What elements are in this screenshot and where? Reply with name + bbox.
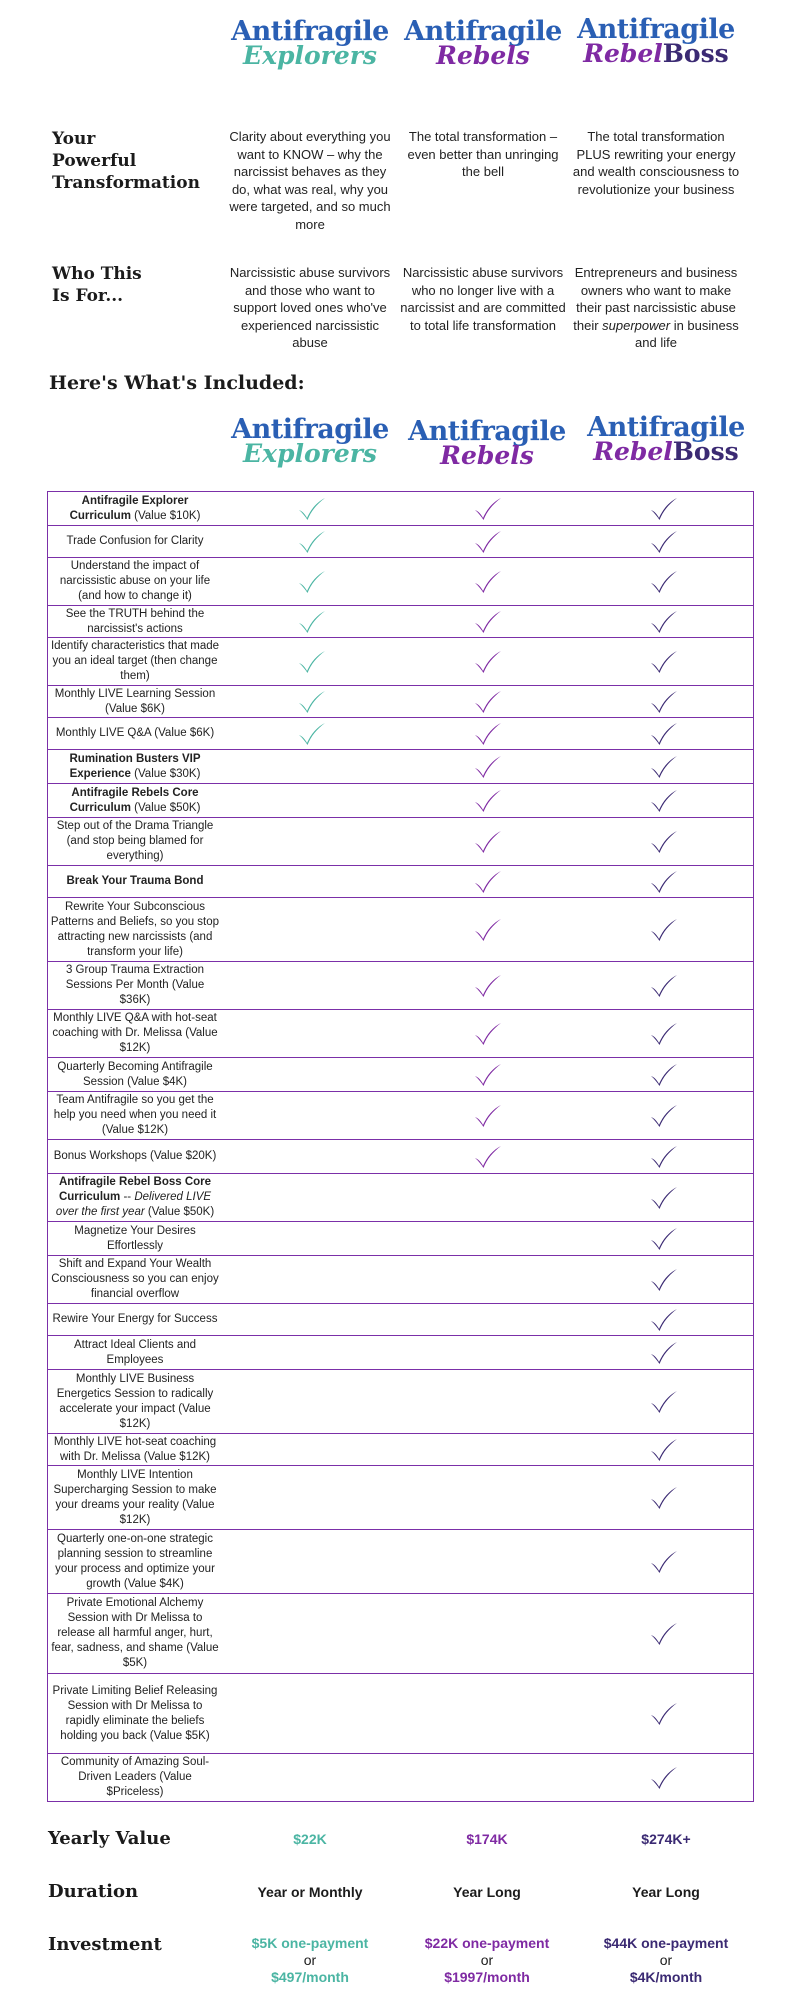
logo-sub: Explorers	[243, 439, 377, 468]
yearly-value-explorers: $22K	[293, 1831, 327, 1847]
feature-row	[47, 1465, 754, 1530]
feature-row	[47, 897, 754, 962]
checkmark-icon	[649, 610, 679, 634]
logo-explorers-top	[225, 18, 395, 68]
feature-row	[47, 1433, 754, 1466]
feature-row	[47, 1335, 754, 1370]
checkmark-icon	[649, 1268, 679, 1292]
checkmark-icon	[473, 570, 503, 594]
checkmark-icon	[649, 530, 679, 554]
feature-label: Rewrite Your Subconscious Patterns and Beliefs, so you stop attracting new narcissists (and transform your life)	[50, 900, 220, 958]
logo-brand: Antifragile	[408, 416, 566, 447]
feature-label: Monthly LIVE Learning Session (Value $6K)	[54, 687, 216, 715]
checkmark-icon	[473, 755, 503, 779]
label-line: Is For...	[52, 286, 124, 306]
checkmark-icon	[649, 830, 679, 854]
feature-row	[47, 1529, 754, 1594]
feature-label: Step out of the Drama Triangle (and stop being blamed for everything)	[56, 820, 214, 862]
feature-label: Rumination Busters VIP Experience (Value $30K)	[69, 752, 201, 780]
yearly-value-rebelboss: $274K+	[641, 1831, 691, 1847]
feature-label: Antifragile Rebels Core Curriculum (Value $50K)	[69, 786, 201, 814]
checkmark-icon	[473, 1022, 503, 1046]
feature-row	[47, 1593, 754, 1674]
investment-one-payment: $22K one-payment	[424, 1935, 550, 1951]
checkmark-icon	[297, 650, 327, 674]
checkmark-icon	[649, 974, 679, 998]
checkmark-icon	[473, 722, 503, 746]
logo-sub: Rebel	[593, 437, 673, 466]
checkmark-icon	[473, 610, 503, 634]
feature-label: Monthly LIVE Business Energetics Session to radically accelerate your impact (Value $12K)	[56, 1372, 214, 1430]
feature-label: Monthly LIVE Q&A (Value $6K)	[55, 727, 215, 739]
feature-row	[47, 865, 754, 898]
feature-label: Private Emotional Alchemy Session with Dr Melissa to release all harmful anger, hurt, fear, sadness, and shame (Value $5K)	[51, 1597, 219, 1669]
investment-rebels	[402, 1935, 572, 1986]
yearly-value-rebels: $174K	[466, 1831, 508, 1847]
checkmark-icon	[473, 870, 503, 894]
checkmark-icon	[649, 570, 679, 594]
transformation-label	[52, 128, 200, 194]
logo-explorers-table	[225, 416, 395, 466]
feature-label: Understand the impact of narcissistic abuse on your life (and how to change it)	[59, 560, 211, 602]
checkmark-icon	[649, 1145, 679, 1169]
feature-row	[47, 491, 754, 526]
logo-sub-boss: Boss	[662, 39, 729, 68]
label-line: Powerful	[52, 151, 137, 171]
logo-rebels-top	[398, 18, 568, 68]
duration-rebelboss: Year Long	[632, 1884, 700, 1900]
checkmark-icon	[473, 789, 503, 813]
feature-label: Private Limiting Belief Releasing Session with Dr Melissa to rapidly eliminate the beliefs holding you back (Value $5K)	[52, 1684, 218, 1742]
investment-one-payment: $5K one-payment	[251, 1935, 369, 1951]
duration-explorers: Year or Monthly	[257, 1884, 363, 1900]
feature-row	[47, 1369, 754, 1434]
feature-row	[47, 717, 754, 750]
logo-brand: Antifragile	[231, 414, 389, 445]
investment-one-payment: $44K one-payment	[603, 1935, 729, 1951]
checkmark-icon	[649, 755, 679, 779]
checkmark-icon	[649, 650, 679, 674]
checkmark-icon	[649, 1622, 679, 1646]
feature-row	[47, 1091, 754, 1140]
investment-monthly: $497/month	[271, 1969, 349, 1985]
investment-monthly: $4K/month	[629, 1969, 703, 1985]
checkmark-icon	[649, 1486, 679, 1510]
investment-explorers	[225, 1935, 395, 1986]
checkmark-icon	[297, 497, 327, 521]
feature-label: Antifragile Explorer Curriculum (Value $10K)	[69, 494, 201, 522]
feature-row	[47, 1255, 754, 1304]
transformation-rebelboss: The total transformation PLUS rewriting your energy and wealth consciousness to revolutionize your business	[572, 129, 740, 197]
checkmark-icon	[649, 1063, 679, 1087]
feature-row	[47, 1173, 754, 1222]
logo-brand: Antifragile	[404, 16, 562, 47]
feature-row	[47, 1009, 754, 1058]
feature-row	[47, 961, 754, 1010]
checkmark-icon	[297, 610, 327, 634]
feature-row	[47, 605, 754, 638]
feature-label: Monthly LIVE Q&A with hot-seat coaching with Dr. Melissa (Value $12K)	[52, 1012, 218, 1054]
checkmark-icon	[473, 690, 503, 714]
investment-rebelboss	[581, 1935, 751, 1986]
transformation-rebels: The total transformation – even better than unringing the bell	[407, 129, 559, 179]
feature-label: Magnetize Your Desires Effortlessly	[74, 1224, 196, 1252]
checkmark-icon	[649, 1104, 679, 1128]
logo-brand: Antifragile	[577, 14, 735, 45]
checkmark-icon	[649, 1702, 679, 1726]
feature-label: Quarterly Becoming Antifragile Session (Value $4K)	[57, 1060, 213, 1088]
feature-label: Break Your Trauma Bond	[66, 875, 204, 887]
feature-row	[47, 1753, 754, 1802]
feature-label: Identify characteristics that made you an ideal target (then change them)	[50, 640, 220, 682]
checkmark-icon	[297, 530, 327, 554]
checkmark-icon	[649, 1766, 679, 1790]
who-for-label	[52, 263, 142, 307]
checkmark-icon	[473, 1145, 503, 1169]
checkmark-icon	[473, 918, 503, 942]
checkmark-icon	[649, 690, 679, 714]
transformation-explorers: Clarity about everything you want to KNOW – why the narcissist behaves as they do, what was real, why you were targeted, and so much more	[229, 129, 391, 232]
checkmark-icon	[473, 974, 503, 998]
feature-label: Community of Amazing Soul-Driven Leaders (Value $Priceless)	[60, 1756, 210, 1798]
logo-sub: Rebel	[583, 39, 663, 68]
logo-sub: Rebels	[436, 41, 530, 70]
checkmark-icon	[649, 1022, 679, 1046]
feature-label: See the TRUTH behind the narcissist's actions	[65, 607, 205, 635]
checkmark-icon	[297, 570, 327, 594]
logo-brand: Antifragile	[587, 412, 745, 443]
logo-sub: Explorers	[243, 41, 377, 70]
investment-or: or	[480, 1952, 494, 1968]
label-line: Your	[52, 129, 96, 149]
checkmark-icon	[473, 650, 503, 674]
feature-row	[47, 637, 754, 686]
checkmark-icon	[649, 918, 679, 942]
checkmark-icon	[649, 1390, 679, 1414]
feature-row	[47, 1139, 754, 1174]
checkmark-icon	[473, 1063, 503, 1087]
checkmark-icon	[649, 870, 679, 894]
checkmark-icon	[649, 1308, 679, 1332]
feature-label: Rewire Your Energy for Success	[52, 1313, 218, 1325]
checkmark-icon	[473, 1104, 503, 1128]
feature-label: Quarterly one-on-one strategic planning session to streamline your process and optimize your growth (Value $4K)	[55, 1532, 215, 1590]
feature-row	[47, 817, 754, 866]
feature-row	[47, 525, 754, 558]
checkmark-icon	[473, 830, 503, 854]
checkmark-icon	[649, 722, 679, 746]
duration-rebels: Year Long	[453, 1884, 521, 1900]
logo-rebelboss-top	[571, 16, 741, 66]
feature-row	[47, 1673, 754, 1754]
feature-label: Bonus Workshops (Value $20K)	[53, 1150, 217, 1162]
feature-label: Monthly LIVE Intention Supercharging Session to make your dreams your reality (Value $12K)	[53, 1468, 217, 1526]
yearly-value-label: Yearly Value	[48, 1828, 171, 1849]
logo-sub: Rebels	[440, 441, 534, 470]
checkmark-icon	[297, 722, 327, 746]
investment-label: Investment	[48, 1934, 162, 1955]
feature-label: Monthly LIVE hot-seat coaching with Dr. Melissa (Value $12K)	[53, 1435, 217, 1463]
feature-row	[47, 1303, 754, 1336]
feature-row	[47, 1057, 754, 1092]
included-title: Here's What's Included:	[49, 372, 305, 394]
checkmark-icon	[649, 1438, 679, 1462]
feature-label: 3 Group Trauma Extraction Sessions Per Month (Value $36K)	[65, 964, 205, 1006]
checkmark-icon	[649, 789, 679, 813]
label-line: Transformation	[52, 173, 200, 193]
who-for-rebels: Narcissistic abuse survivors who no longer live with a narcissist and are committed to total life transformation	[400, 265, 566, 333]
who-for-explorers: Narcissistic abuse survivors and those who want to support loved ones who've experienced narcissistic abuse	[229, 265, 391, 350]
feature-row	[47, 749, 754, 784]
logo-rebelboss-table	[581, 414, 751, 464]
label-line: Who This	[52, 264, 142, 284]
logo-sub-boss: Boss	[672, 437, 739, 466]
feature-label: Trade Confusion for Clarity	[66, 535, 204, 547]
feature-row	[47, 1221, 754, 1256]
checkmark-icon	[649, 1550, 679, 1574]
who-for-rebelboss: Entrepreneurs and business owners who want to make their past narcissistic abuse their superpower in business and life	[573, 265, 739, 350]
checkmark-icon	[649, 1227, 679, 1251]
investment-monthly: $1997/month	[444, 1969, 530, 1985]
checkmark-icon	[473, 530, 503, 554]
checkmark-icon	[649, 1186, 679, 1210]
feature-label: Antifragile Rebel Boss Core Curriculum -- Delivered LIVE over the first year (Value $50K)	[55, 1176, 215, 1218]
checkmark-icon	[649, 497, 679, 521]
duration-label: Duration	[48, 1881, 139, 1902]
feature-label: Shift and Expand Your Wealth Consciousness so you can enjoy financial overflow	[51, 1258, 219, 1300]
logo-rebels-table	[402, 418, 572, 468]
feature-row	[47, 685, 754, 718]
feature-label: Attract Ideal Clients and Employees	[73, 1338, 197, 1366]
feature-label: Team Antifragile so you get the help you need when you need it (Value $12K)	[53, 1094, 217, 1136]
logo-brand: Antifragile	[231, 16, 389, 47]
checkmark-icon	[473, 497, 503, 521]
investment-or: or	[659, 1952, 673, 1968]
checkmark-icon	[649, 1341, 679, 1365]
feature-row	[47, 783, 754, 818]
investment-or: or	[303, 1952, 317, 1968]
checkmark-icon	[297, 690, 327, 714]
feature-row	[47, 557, 754, 606]
